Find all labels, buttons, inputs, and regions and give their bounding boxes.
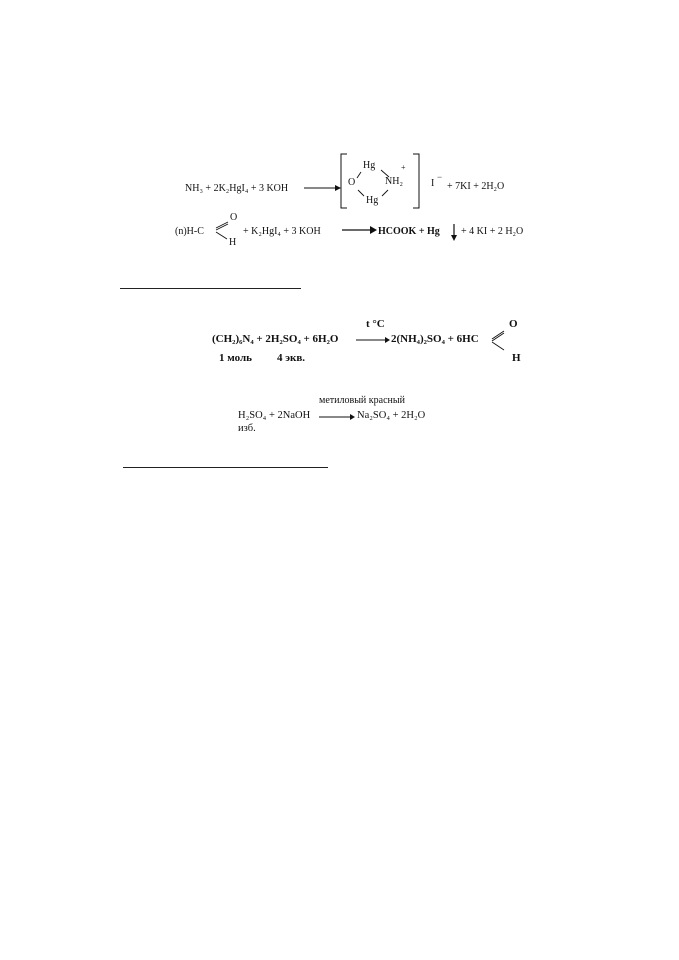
note-excess: изб.: [238, 423, 256, 434]
formaldehyde-bonds: [488, 322, 510, 352]
section-rule-2: [123, 467, 328, 468]
note-four-equivalents: 4 экв.: [277, 352, 306, 364]
aldehyde-hydrogen: H: [229, 237, 237, 248]
reaction-2-products-part1: HCOOK + Hg: [378, 226, 440, 237]
reaction-4-reactants: H₂SO₄ + 2NaOH: [238, 410, 311, 421]
complex-hg-bottom: Hg: [366, 195, 379, 206]
complex-oxygen: O: [348, 177, 356, 188]
iodide-charge: −: [437, 172, 443, 182]
precipitate-arrow: [449, 222, 459, 242]
indicator-label: метиловый красный: [319, 395, 405, 406]
reaction-3-reactants: (CH₂)₆N₄ + 2H₂SO₄ + 6H₂O: [212, 333, 339, 345]
aldehyde-oxygen: O: [230, 212, 238, 223]
complex-nh2: NH₂: [385, 176, 403, 187]
complex-hg-top: Hg: [363, 160, 376, 171]
reaction-2-products-part2: + 4 KI + 2 H₂O: [461, 226, 524, 237]
complex-plus-charge: +: [401, 163, 406, 172]
reaction-3-arrow: [355, 334, 391, 346]
formaldehyde-oxygen: O: [509, 318, 518, 330]
reaction-2-reagents: + K₂HgI₄ + 3 KOH: [243, 226, 321, 237]
reaction-3-condition: t °C: [366, 318, 385, 330]
formaldehyde-hydrogen: H: [512, 352, 521, 364]
note-one-mole: 1 моль: [219, 352, 252, 364]
reaction-1-products: + 7KI + 2H₂O: [447, 181, 505, 192]
reaction-2-aldehyde: (n)H-C: [175, 226, 204, 237]
section-rule-1: [120, 288, 301, 289]
iodide-ion: I: [431, 178, 435, 189]
reaction-2-arrow: [340, 224, 378, 236]
reaction-3-products: 2(NH₄)₂SO₄ + 6HC: [391, 333, 479, 345]
reaction-4-products: Na₂SO₄ + 2H₂O: [357, 410, 426, 421]
reaction-4-arrow: [318, 411, 356, 423]
reaction-1-reactants: NH₃ + 2K₂HgI₄ + 3 KOH: [185, 183, 289, 194]
